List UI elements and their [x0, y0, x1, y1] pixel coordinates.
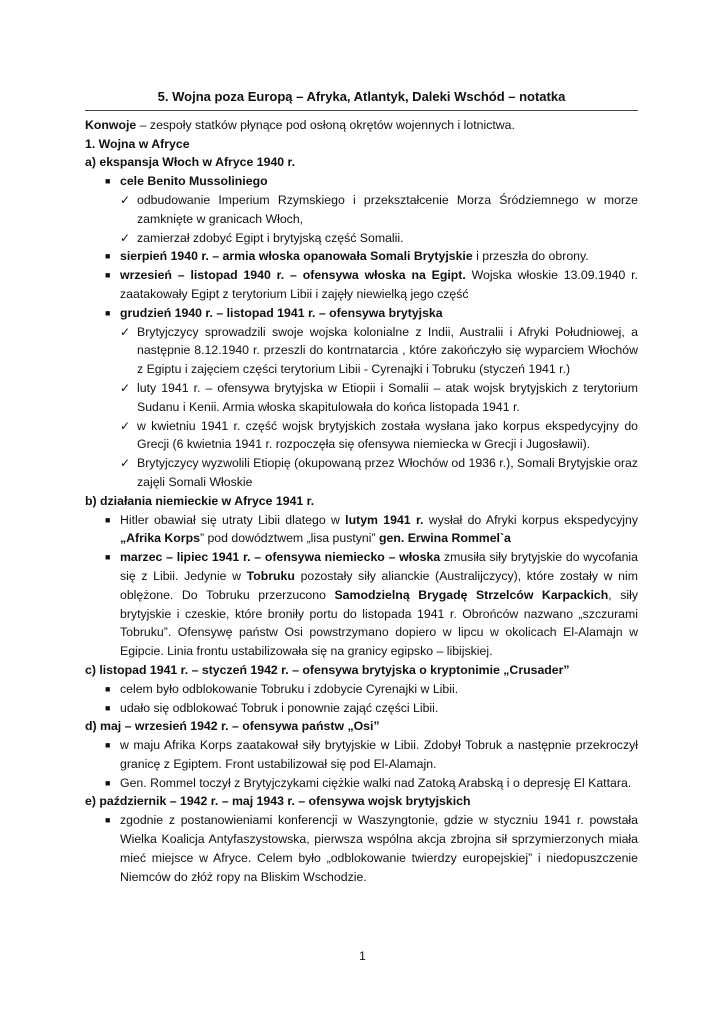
bullet-item: ■ w maju Afrika Korps zaatakował siły brytyjskie w Libii. Zdobył Tobruk a następnie przekroczył granicę z Egiptem. Front ustabilizował się pod El-Alamajn. [105, 738, 638, 771]
subsection-b-heading: b) działania niemieckie w Afryce 1941 r. [85, 493, 315, 508]
document-title: 5. Wojna poza Europą – Afryka, Atlantyk, Daleki Wschód – notatka [157, 89, 566, 104]
document-page [85, 88, 638, 886]
square-bullet-icon: ■ [105, 176, 111, 187]
bullet-item: ■ grudzień 1940 r. – listopad 1941 r. – ofensywa brytyjska [85, 304, 638, 323]
square-bullet-icon: ■ [105, 777, 111, 788]
bullet-item: ■ zgodnie z postanowieniami konferencji w Waszyngtonie, gdzie w styczniu 1941 r. powstała Wielka Koalicja Antyfaszystowska, pierwsza wspólna akcja zbrojna sił sprzymierzonych miała mieć miejsce w Afryce. Celem było „odblokowanie twierdzy europejskiej” i niedopuszczenie Niemców do złóż ropy na Bliskim Wschodzie. [105, 813, 638, 884]
bullet-item: ■ udało się odblokować Tobruk i ponownie zająć części Libii. [85, 699, 638, 718]
check-item: ✓ Brytyjczycy sprowadzili swoje wojska kolonialne z Indii, Australii i Afryki Południowej, a następnie 8.12.1940 r. przeszli do kontrnatarcia , które zakończyło się wyparciem Włochów z Egiptu i zajęciem części terytorium Libii - Cyrenajki i Tobruku (styczeń 1941 r.) [120, 324, 638, 377]
checkmark-icon: ✓ [120, 192, 131, 207]
bullet-item: ■ cele Benito Mussoliniego [85, 172, 638, 191]
square-bullet-icon: ■ [105, 740, 111, 751]
intro-line [85, 116, 638, 135]
square-bullet-icon: ■ [105, 514, 111, 525]
square-bullet-icon: ■ [105, 702, 111, 713]
bullet-item: ■ wrzesień – listopad 1940 r. – ofensywa włoska na Egipt. Wojska włoskie 13.09.1940 r. zaatakowały Egipt z terytorium Libii i zajęły niewielką jego część [105, 268, 638, 301]
checkmark-icon: ✓ [120, 230, 131, 245]
check-item: ✓ zamierzał zdobyć Egipt i brytyjską część Somalii. [85, 229, 638, 248]
section-heading: 1. Wojna w Afryce [85, 136, 190, 151]
bullet-item: ■ marzec – lipiec 1941 r. – ofensywa niemiecko – włoska zmusiła siły brytyjskie do wycofania się z Libii. Jedynie w Tobruku pozostały siły alianckie (Australijczycy), które zostały w nim oblężone. Do Tobruku przerzucono Samodzielną Brygadę Strzelców Karpackich, siły brytyjskie i czeskie, które broniły portu do listopada 1941 r. Obrońców nazwano „szczurami Tobruku”. Ofensywę państw Osi powstrzymano dopiero w lipcu w okolicach El-Alamajn w Egipcie. Linia frontu ustabilizowała się na granicy egipsko – libijskiej. [105, 550, 638, 659]
subsection-c-heading: c) listopad 1941 r. – styczeń 1942 r. – ofensywa brytyjska o kryptonimie „Crusader” [85, 662, 570, 677]
subsection-e-heading: e) październik – 1942 r. – maj 1943 r. – ofensywa wojsk brytyjskich [85, 794, 471, 809]
bullet-item: ■ Gen. Rommel toczył z Brytyjczykami ciężkie walki nad Zatoką Arabską i o depresję El Kattara. [85, 774, 638, 793]
checkmark-icon: ✓ [120, 456, 131, 471]
check-item: ✓ luty 1941 r. – ofensywa brytyjska w Etiopii i Somalii – atak wojsk brytyjskich z terytorium Sudanu i Kenii. Armia włoska skapitulowała do końca listopada 1941 r. [120, 380, 638, 414]
subsection-a-heading: a) ekspansja Włoch w Afryce 1940 r. [85, 155, 296, 170]
square-bullet-icon: ■ [105, 815, 111, 826]
checkmark-icon: ✓ [120, 418, 131, 433]
subsection-d-heading: d) maj – wrzesień 1942 r. – ofensywa państw „Osi” [85, 719, 380, 734]
checkmark-icon: ✓ [120, 380, 131, 395]
bullet-item: ■ Hitler obawiał się utraty Libii dlatego w lutym 1941 r. wysłał do Afryki korpus ekspedycyjny „Afrika Korps” pod dowództwem „lisa pustyni” gen. Erwina Rommel`a [105, 512, 639, 546]
checkmark-icon: ✓ [120, 324, 131, 339]
square-bullet-icon: ■ [105, 552, 111, 563]
bullet-item: ■ celem było odblokowanie Tobruku i zdobycie Cyrenajki w Libii. [85, 680, 638, 699]
bullet-item: ■ sierpień 1940 r. – armia włoska opanowała Somali Brytyjskie i przeszła do obrony. [85, 247, 638, 266]
intro-text: – zespoły statków płynące pod osłoną okrętów wojennych i lotnictwa. [136, 117, 515, 132]
square-bullet-icon: ■ [105, 683, 111, 694]
check-item: ✓ odbudowanie Imperium Rzymskiego i przekształcenie Morza Śródziemnego w morze zamknięte w granicach Włoch, [120, 192, 638, 226]
page-number: 1 [359, 949, 366, 963]
intro-term: Konwoje [85, 117, 137, 132]
title-rule [85, 110, 638, 111]
square-bullet-icon: ■ [105, 307, 111, 318]
square-bullet-icon: ■ [105, 270, 111, 281]
square-bullet-icon: ■ [105, 251, 111, 262]
check-item: ✓ w kwietniu 1941 r. część wojsk brytyjskich została wysłana jako korpus ekspedycyjny do Grecji (6 kwietnia 1941 r. rozpoczęła się ofensywa niemiecka w Grecji i Jugosławii). [120, 418, 638, 452]
check-item: ✓ Brytyjczycy wyzwolili Etiopię (okupowaną przez Włochów od 1936 r.), Somali Brytyjskie oraz zajęli Somali Włoskie [120, 456, 638, 489]
